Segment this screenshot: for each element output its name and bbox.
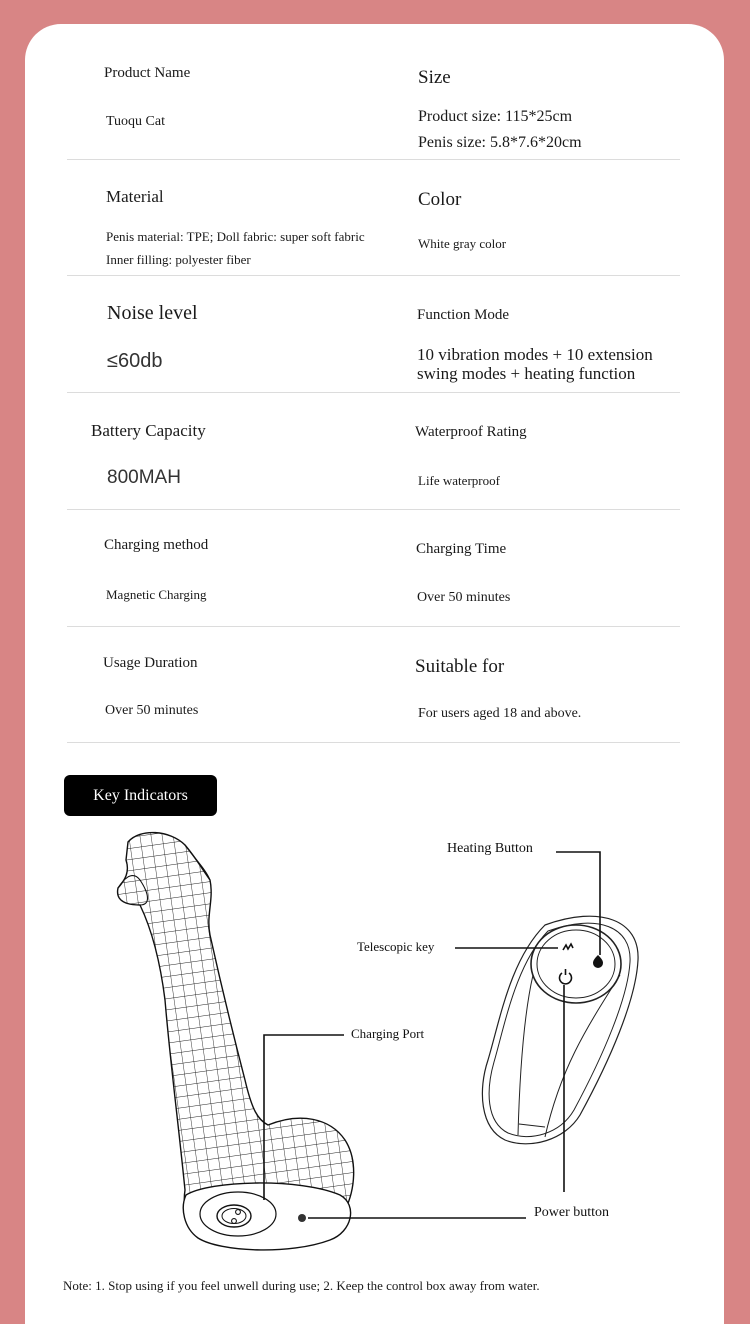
spec-value-charging-method: Magnetic Charging (106, 587, 207, 602)
spec-value-penis-size: Penis size: 5.8*7.6*20cm (418, 134, 582, 151)
spec-value-charging-time: Over 50 minutes (417, 590, 511, 605)
usage-note: Note: 1. Stop using if you feel unwell during use; 2. Keep the control box away from water. (63, 1278, 540, 1293)
spec-value-material-1: Penis material: TPE; Doll fabric: super soft fabric (106, 229, 365, 244)
spec-value-battery: 800MAH (107, 467, 181, 488)
callout-power-button: Power button (534, 1205, 610, 1220)
spec-label-color: Color (418, 189, 462, 210)
spec-value-noise: ≤60db (107, 350, 163, 372)
spec-label-waterproof: Waterproof Rating (415, 424, 527, 440)
callout-charging-port: Charging Port (351, 1026, 425, 1041)
callout-telescopic-key: Telescopic key (357, 939, 435, 954)
spec-label-suitable-for: Suitable for (415, 656, 505, 677)
spec-label-charging-time: Charging Time (416, 541, 507, 557)
device-body (118, 833, 354, 1250)
device-power-button (298, 1214, 306, 1222)
spec-value-color: White gray color (418, 236, 507, 251)
remote-control (482, 916, 638, 1144)
spec-value-product-size: Product size: 115*25cm (418, 108, 573, 125)
spec-label-size: Size (418, 67, 451, 88)
spec-value-function-2: swing modes + heating function (417, 364, 636, 383)
spec-label-noise: Noise level (107, 302, 198, 324)
spec-label-usage-duration: Usage Duration (103, 655, 198, 671)
spec-value-suitable-for: For users aged 18 and above. (418, 706, 582, 721)
spec-label-charging-method: Charging method (104, 537, 209, 553)
spec-value-product-name: Tuoqu Cat (106, 114, 166, 129)
spec-label-battery: Battery Capacity (91, 421, 206, 440)
spec-value-material-2: Inner filling: polyester fiber (106, 252, 251, 267)
spec-value-usage-duration: Over 50 minutes (105, 703, 199, 718)
spec-value-function-1: 10 vibration modes + 10 extension (417, 345, 653, 364)
key-indicators-badge: Key Indicators (64, 775, 217, 816)
spec-label-function-mode: Function Mode (417, 307, 510, 323)
spec-value-waterproof: Life waterproof (418, 473, 500, 488)
spec-label-material: Material (106, 187, 164, 206)
spec-label-product-name: Product Name (104, 65, 191, 81)
callout-heating-button: Heating Button (447, 841, 533, 856)
